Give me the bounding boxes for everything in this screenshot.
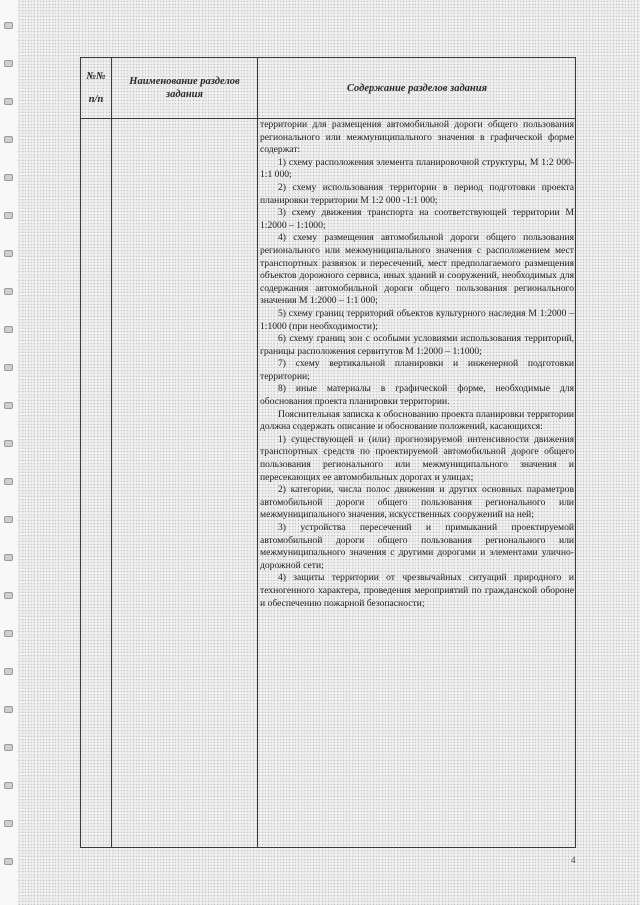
content-paragraph: 2) категории, числа полос движения и других основных параметров автомобильной дороги общего пользования регионального или межмуниципального значения, искусственных сооружений на ней; xyxy=(260,484,574,521)
content-paragraph: Пояснительная записка к обоснованию проекта планировки территории должна содержать описание и обоснование положений, касающихся: xyxy=(260,408,574,433)
perforation-hole xyxy=(4,858,13,865)
section-content-cell xyxy=(258,119,574,610)
header-section-name: Наименование разделов задания xyxy=(129,76,240,100)
perforation-hole xyxy=(4,630,13,637)
perforation-hole xyxy=(4,250,13,257)
assignment-table xyxy=(80,57,576,848)
perforation-hole xyxy=(4,592,13,599)
perforation-hole xyxy=(4,820,13,827)
content-paragraph: 2) схему использования территории в период подготовки проекта планировки территории М 1:2 000 -1:1 000; xyxy=(260,181,574,206)
content-paragraph: 4) защиты территории от чрезвычайных ситуаций природного и техногенного характера, проведения мероприятий по гражданской обороне и обеспечению пожарной безопасности; xyxy=(260,572,574,609)
perforation-hole xyxy=(4,516,13,523)
column-divider xyxy=(111,58,112,847)
perforation-hole xyxy=(4,668,13,675)
content-paragraph: 1) существующей и (или) прогнозируемой интенсивности движения транспортных средств по проектируемой автомобильной дороге общего пользования регионального или межмуниципального значения и пересекающих ее автомобильных дорогах и улицах; xyxy=(260,433,574,483)
header-number-line2: п/п xyxy=(88,94,104,105)
content-paragraph: 3) устройства пересечений и примыканий проектируемой автомобильной дороги общего пользования регионального или межмуниципального значения с другими дорогами и элементами улично-дорожной сети; xyxy=(260,522,574,571)
perforation-hole xyxy=(4,22,13,29)
content-paragraph: 1) схему расположения элемента планировочной структуры, М 1:2 000-1:1 000; xyxy=(260,156,574,181)
perforation-hole xyxy=(4,364,13,371)
header-number-line1: №№ xyxy=(86,71,106,82)
header-section-content: Содержание разделов задания xyxy=(346,82,487,94)
perforation-hole xyxy=(4,478,13,485)
perforation-strip xyxy=(0,0,18,905)
content-paragraph: 4) схему размещения автомобильной дороги общего пользования регионального или межмуниципального значения с расположением мест транспортных развязок и пересечений, мест предполагаемого размещения объектов дорожного сервиса, иных зданий и сооружений, необходимых для содержания автомобильной дороги общего пользования регионального значения М 1:2000 – 1:1 000; xyxy=(260,232,574,307)
content-paragraph: 3) схему движения транспорта на соответствующей территории М 1:2000 – 1:1000; xyxy=(260,207,574,231)
perforation-hole xyxy=(4,60,13,67)
perforation-hole xyxy=(4,744,13,751)
page-number: 4 xyxy=(571,855,576,865)
perforation-hole xyxy=(4,136,13,143)
perforation-hole xyxy=(4,782,13,789)
perforation-hole xyxy=(4,706,13,713)
perforation-hole xyxy=(4,174,13,181)
perforation-hole xyxy=(4,212,13,219)
perforation-hole xyxy=(4,440,13,447)
header-number-column xyxy=(81,58,111,118)
perforation-hole xyxy=(4,288,13,295)
content-paragraph: 5) схему границ территорий объектов культурного наследия М 1:2000 – 1:1000 (при необходимости); xyxy=(260,307,574,332)
content-paragraph: 8) иные материалы в графической форме, необходимые для обоснования проекта планировки территории. xyxy=(260,383,574,408)
perforation-hole xyxy=(4,554,13,561)
content-paragraph: 6) схему границ зон с особыми условиями использования территорий, границы расположения сервитутов М 1:2000 – 1:1000; xyxy=(260,333,574,357)
perforation-hole xyxy=(4,98,13,105)
perforation-hole xyxy=(4,326,13,333)
content-paragraph: территории для размещения автомобильной дороги общего пользования регионального или межмуниципального значения в графической форме содержат: xyxy=(260,119,574,156)
content-paragraph: 7) схему вертикальной планировки и инженерной подготовки территории; xyxy=(260,358,574,382)
perforation-hole xyxy=(4,402,13,409)
